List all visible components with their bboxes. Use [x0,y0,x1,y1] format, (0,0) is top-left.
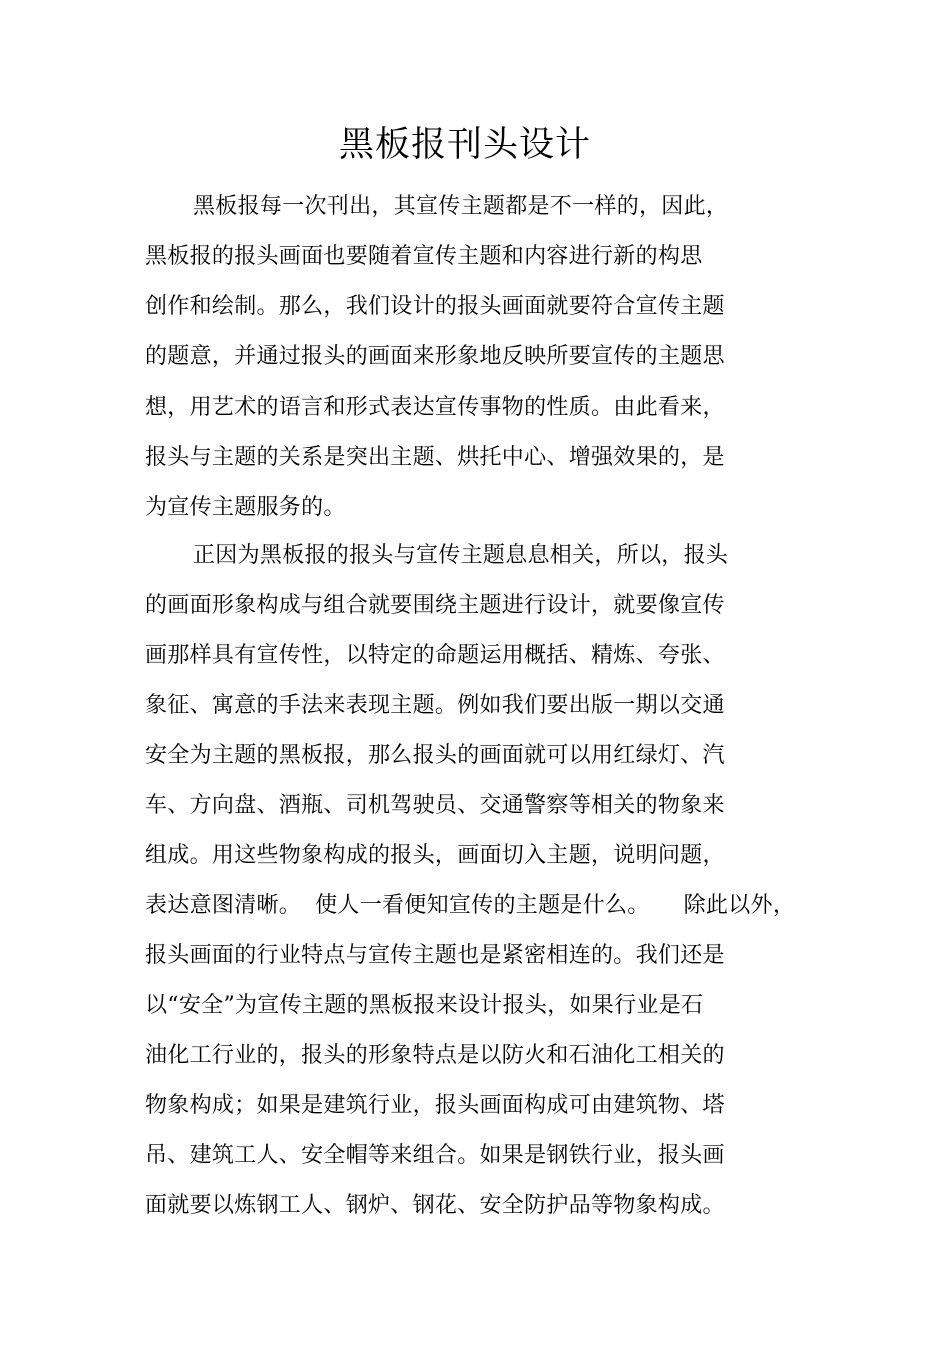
paragraph-1-line-6: 报头与主题的关系是突出主题、烘托中心、增强效果的，是 [145,445,725,470]
line-8-part-2: 使人一看便知宣传的主题是什么。 [315,893,650,918]
paragraph-3-line-1: 报头画面的行业特点与宣传主题也是紧密相连的。我们还是 [145,943,725,968]
paragraph-3-line-6: 面就要以炼钢工人、钢炉、钢花、安全防护品等物象构成。 [145,1193,725,1218]
paragraph-2-line-3: 画那样具有宣传性，以特定的命题运用概括、精炼、夸张、 [145,643,725,668]
paragraph-2-line-5: 安全为主题的黑板报，那么报头的画面就可以用红绿灯、汽 [145,743,725,768]
paragraph-3-line-3: 油化工行业的，报头的形象特点是以防火和石油化工相关的 [145,1043,725,1068]
paragraph-1-line-4: 的题意，并通过报头的画面来形象地反映所要宣传的主题思 [145,344,725,369]
paragraph-2-line-7: 组成。用这些物象构成的报头，画面切入主题，说明问题， [145,843,725,868]
line-8-part-1: 表达意图清晰。 [145,893,302,918]
paragraph-2-line-4: 象征、寓意的手法来表现主题。例如我们要出版一期以交通 [145,693,725,718]
paragraph-1-line-3: 创作和绘制。那么，我们设计的报头画面就要符合宣传主题 [145,294,725,319]
paragraph-2-line-6: 车、方向盘、酒瓶、司机驾驶员、交通警察等相关的物象来 [145,793,725,818]
paragraph-2-line-2: 的画面形象构成与组合就要围绕主题进行设计，就要像宣传 [145,593,725,618]
paragraph-1-line-2: 黑板报的报头画面也要随着宣传主题和内容进行新的构思 [145,244,703,269]
document-title: 黑板报刊头设计 [338,125,591,165]
paragraph-1-line-7: 为宣传主题服务的。 [145,495,346,520]
paragraph-1-line-1: 黑板报每一次刊出，其宣传主题都是不一样的，因此， [193,194,729,219]
paragraph-3-line-2: 以“安全”为宣传主题的黑板报来设计报头，如果行业是石 [145,993,704,1018]
paragraph-1-line-5: 想，用艺术的语言和形式表达宣传事物的性质。由此看来， [145,395,725,420]
paragraph-3-line-5: 吊、建筑工人、安全帽等来组合。如果是钢铁行业，报头画 [145,1143,725,1168]
paragraph-2-line-1: 正因为黑板报的报头与宣传主题息息相关，所以，报头 [193,543,729,568]
line-8-part-3: 除此以外， [683,893,796,918]
paragraph-2-line-8 [145,891,795,921]
paragraph-3-line-4: 物象构成；如果是建筑行业，报头画面构成可由建筑物、塔 [145,1093,725,1118]
